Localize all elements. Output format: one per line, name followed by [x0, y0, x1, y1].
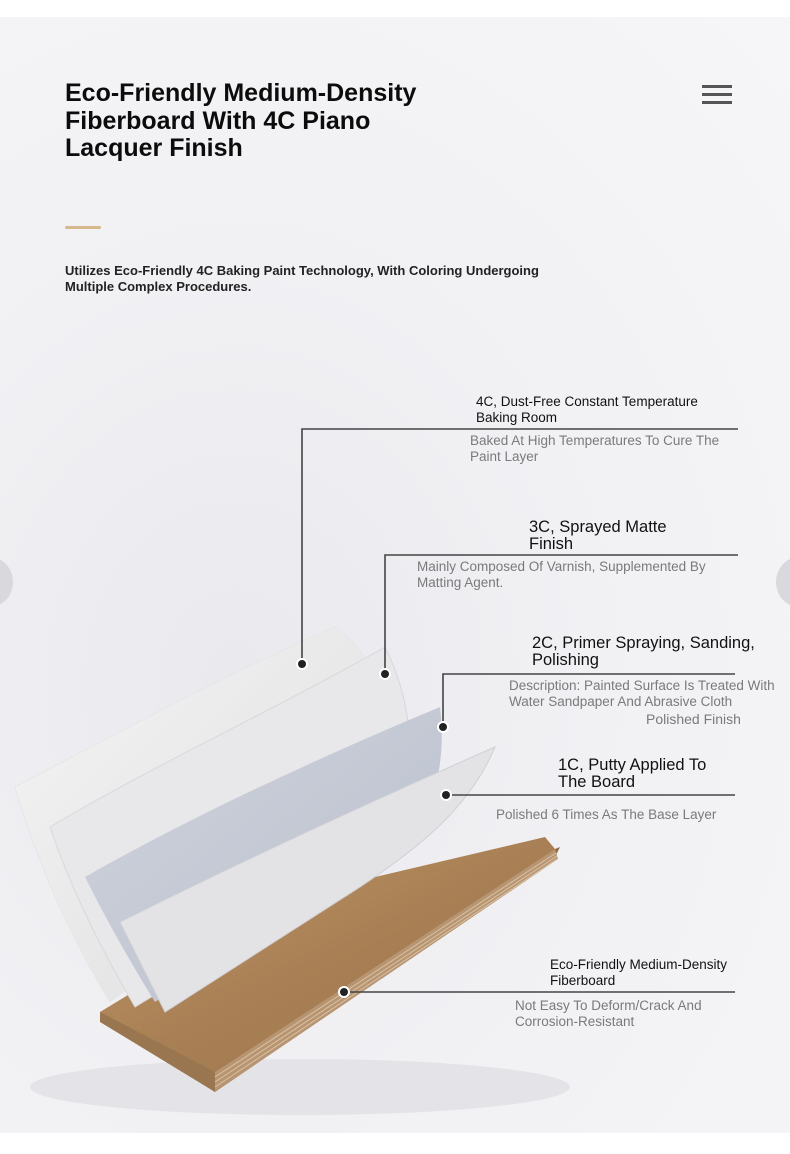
page-title: Eco-Friendly Medium-Density Fiberboard With 4C Piano Lacquer Finish	[65, 79, 417, 162]
layer-3c-title: 3C, Sprayed Matte Finish	[529, 518, 667, 553]
layer-2c-title: 2C, Primer Spraying, Sanding, Polishing	[532, 634, 755, 669]
layer-3c-description: Mainly Composed Of Varnish, Supplemented By Matting Agent.	[417, 559, 706, 590]
layer-2c-description: Description: Painted Surface Is Treated With Water Sandpaper And Abrasive Cloth	[509, 678, 775, 709]
ground-shadow	[30, 1059, 570, 1115]
layer-1c-description: Polished 6 Times As The Base Layer	[496, 807, 717, 822]
mdf-layer-title: Eco-Friendly Medium-Density Fiberboard	[550, 957, 728, 988]
layer-4c-description: Baked At High Temperatures To Cure The Paint Layer	[470, 433, 720, 464]
page-subtitle: Utilizes Eco-Friendly 4C Baking Paint Technology, With Coloring Undergoing Multiple Complex Procedures.	[65, 263, 539, 294]
product-feature-panel	[0, 17, 790, 1133]
layer-2c-description-extra: Polished Finish	[646, 711, 741, 727]
layer-4c-title: 4C, Dust-Free Constant Temperature Baking Room	[476, 394, 698, 425]
layer-1c-title: 1C, Putty Applied To The Board	[558, 756, 707, 791]
mdf-layer-description: Not Easy To Deform/Crack And Corrosion-Resistant	[515, 998, 702, 1029]
